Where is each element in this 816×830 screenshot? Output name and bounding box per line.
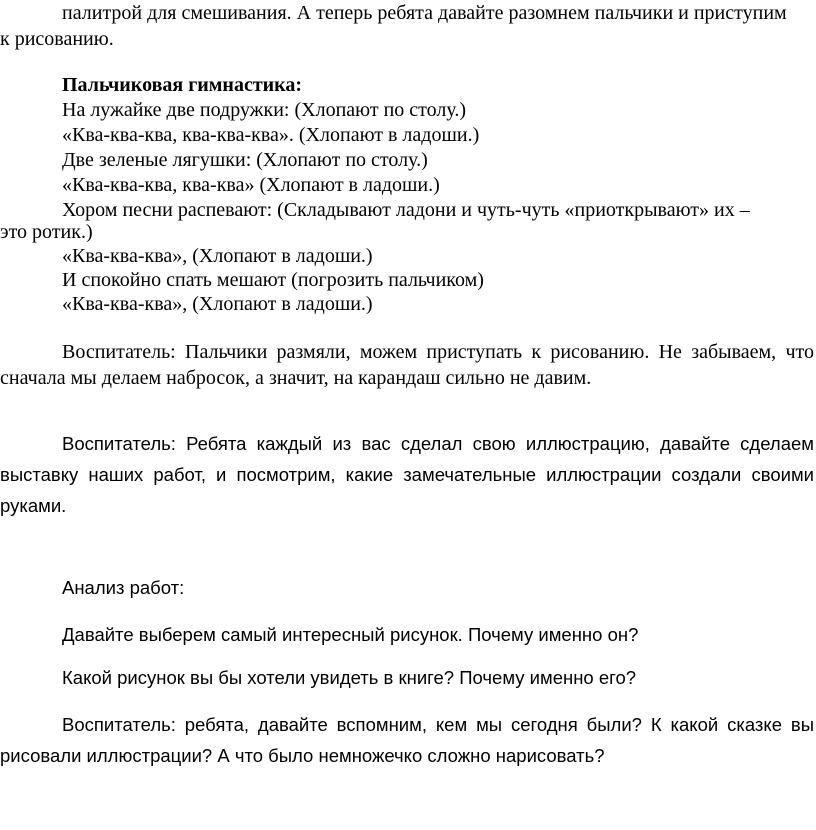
- paragraph-exhibition: Воспитатель: Ребята каждый из вас сделал свою иллюстрацию, давайте сделаем выставку наших работ, и посмотрим, какие замечательные иллюстрации создали своими руками.: [0, 433, 814, 516]
- question-1: Давайте выберем самый интересный рисунок. Почему именно он?: [62, 624, 639, 645]
- intro-line-1: палитрой для смешивания. А теперь ребята давайте разомнем пальчики и приступим: [62, 2, 787, 24]
- rhyme-line: это ротик.): [0, 221, 93, 243]
- rhyme-line: И спокойно спать мешают (погрозить пальчиком): [62, 269, 484, 291]
- rhyme-line: «Ква-ква-ква», (Хлопают в ладоши.): [62, 293, 373, 315]
- rhyme-line: Хором песни распевают: (Складывают ладони и чуть-чуть «приоткрывают» их –: [62, 199, 750, 221]
- question-2: Какой рисунок вы бы хотели увидеть в книге? Почему именно его?: [62, 667, 637, 688]
- rhyme-line: «Ква-ква-ква», (Хлопают в ладоши.): [62, 245, 373, 267]
- analysis-heading: Анализ работ:: [62, 577, 185, 598]
- rhyme-line: Две зеленые лягушки: (Хлопают по столу.): [62, 149, 428, 171]
- gymnastics-heading: Пальчиковая гимнастика:: [62, 74, 303, 96]
- intro-line-2: к рисованию.: [0, 28, 114, 50]
- paragraph-closing: Воспитатель: ребята, давайте вспомним, кем мы сегодня были? К какой сказке вы рисовали иллюстрации? А что было немножечко сложно нарисовать?: [0, 714, 814, 766]
- rhyme-line: «Ква-ква-ква, ква-ква» (Хлопают в ладоши.): [62, 174, 440, 196]
- rhyme-line: На лужайке две подружки: (Хлопают по столу.): [62, 99, 466, 121]
- rhyme-line: «Ква-ква-ква, ква-ква-ква». (Хлопают в ладоши.): [62, 124, 480, 146]
- paragraph-sketch: Воспитатель: Пальчики размяли, можем приступать к рисованию. Не забываем, что сначала мы делаем набросок, а значит, на карандаш сильно не давим.: [0, 341, 814, 389]
